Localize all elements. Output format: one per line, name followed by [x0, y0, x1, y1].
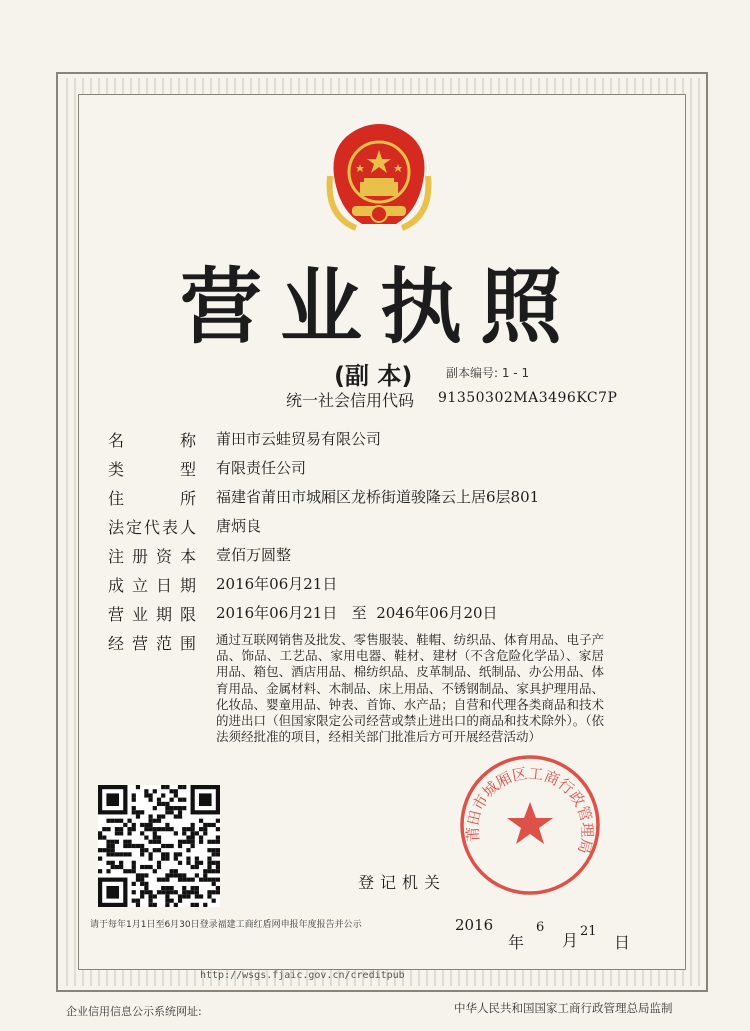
field-value-term: 2016年06月21日 至 2046年06月20日 — [216, 604, 498, 622]
field-value-address: 福建省莆田市城厢区龙桥街道骏隆云上居6层801 — [216, 488, 540, 506]
copy-number: 副本编号: 1 - 1 — [446, 366, 530, 380]
field-label-established: 成 立 日 期 — [108, 576, 196, 595]
national-emblem-icon — [316, 116, 442, 242]
field-label-type: 类 型 — [108, 460, 196, 479]
field-label-scope: 经 营 范 围 — [108, 634, 196, 653]
field-value-established: 2016年06月21日 — [216, 575, 338, 593]
footer-supervisor: 中华人民共和国国家工商行政管理总局监制 — [454, 1001, 673, 1015]
field-label-legal-rep: 法 定 代 表 人 — [108, 518, 196, 537]
business-scope-text: 通过互联网销售及批发、零售服装、鞋帽、纺织品、体育用品、电子产品、饰品、工艺品、家用电器、鞋材、建材（不含危险化学品）、家居用品、箱包、酒店用品、棉纺织品、皮革制品、纸制品、办公用品、体育用品、金属材料、木制品、床上用品、不锈钢制品、家具护理用品、化妆品、婴童用品、钟表、首饰、水产品；自营和代理各类商品和技术的进出口（但国家限定公司经营或禁止进出口的商品和技术除外）。（依法须经批准的项目，经相关部门批准后方可开展经营活动） — [216, 632, 604, 745]
issue-day: 21 — [580, 924, 597, 939]
license-title: 营业执照 — [180, 259, 581, 355]
registration-authority-label: 登记机关 — [358, 873, 447, 892]
credit-system-url: http://wsgs.fjaic.gov.cn/creditpub — [200, 970, 405, 981]
field-label-address: 住 所 — [108, 489, 196, 508]
credit-code-value: 91350302MA3496KC7P — [438, 390, 618, 406]
field-label-term: 营 业 期 限 — [108, 605, 196, 624]
field-value-legal-rep: 唐炳良 — [216, 517, 262, 535]
copy-label: (副 本) — [334, 362, 413, 390]
credit-code-label: 统一社会信用代码 — [286, 391, 415, 410]
issue-year: 2016 — [455, 916, 494, 934]
field-label-name: 名 称 — [108, 431, 196, 450]
issue-year-char: 年 — [508, 933, 525, 952]
svg-text:莆田市城厢区工商行政管理局: 莆田市城厢区工商行政管理局 — [463, 764, 597, 856]
official-seal — [455, 750, 605, 900]
field-value-name: 莆田市云蛙贸易有限公司 — [216, 430, 382, 448]
qr-code — [98, 785, 220, 907]
issue-month: 6 — [536, 920, 545, 935]
issue-day-char: 日 — [614, 933, 631, 952]
annual-report-notice: 请于每年1月1日至6月30日登录福建工商红盾网申报年度报告并公示 — [90, 920, 362, 930]
field-value-capital: 壹佰万圆整 — [216, 546, 292, 564]
footer-system-label: 企业信用信息公示系统网址: — [66, 1005, 202, 1018]
field-label-capital: 注 册 资 本 — [108, 547, 196, 566]
field-value-type: 有限责任公司 — [216, 459, 307, 477]
issue-month-char: 月 — [562, 931, 579, 950]
